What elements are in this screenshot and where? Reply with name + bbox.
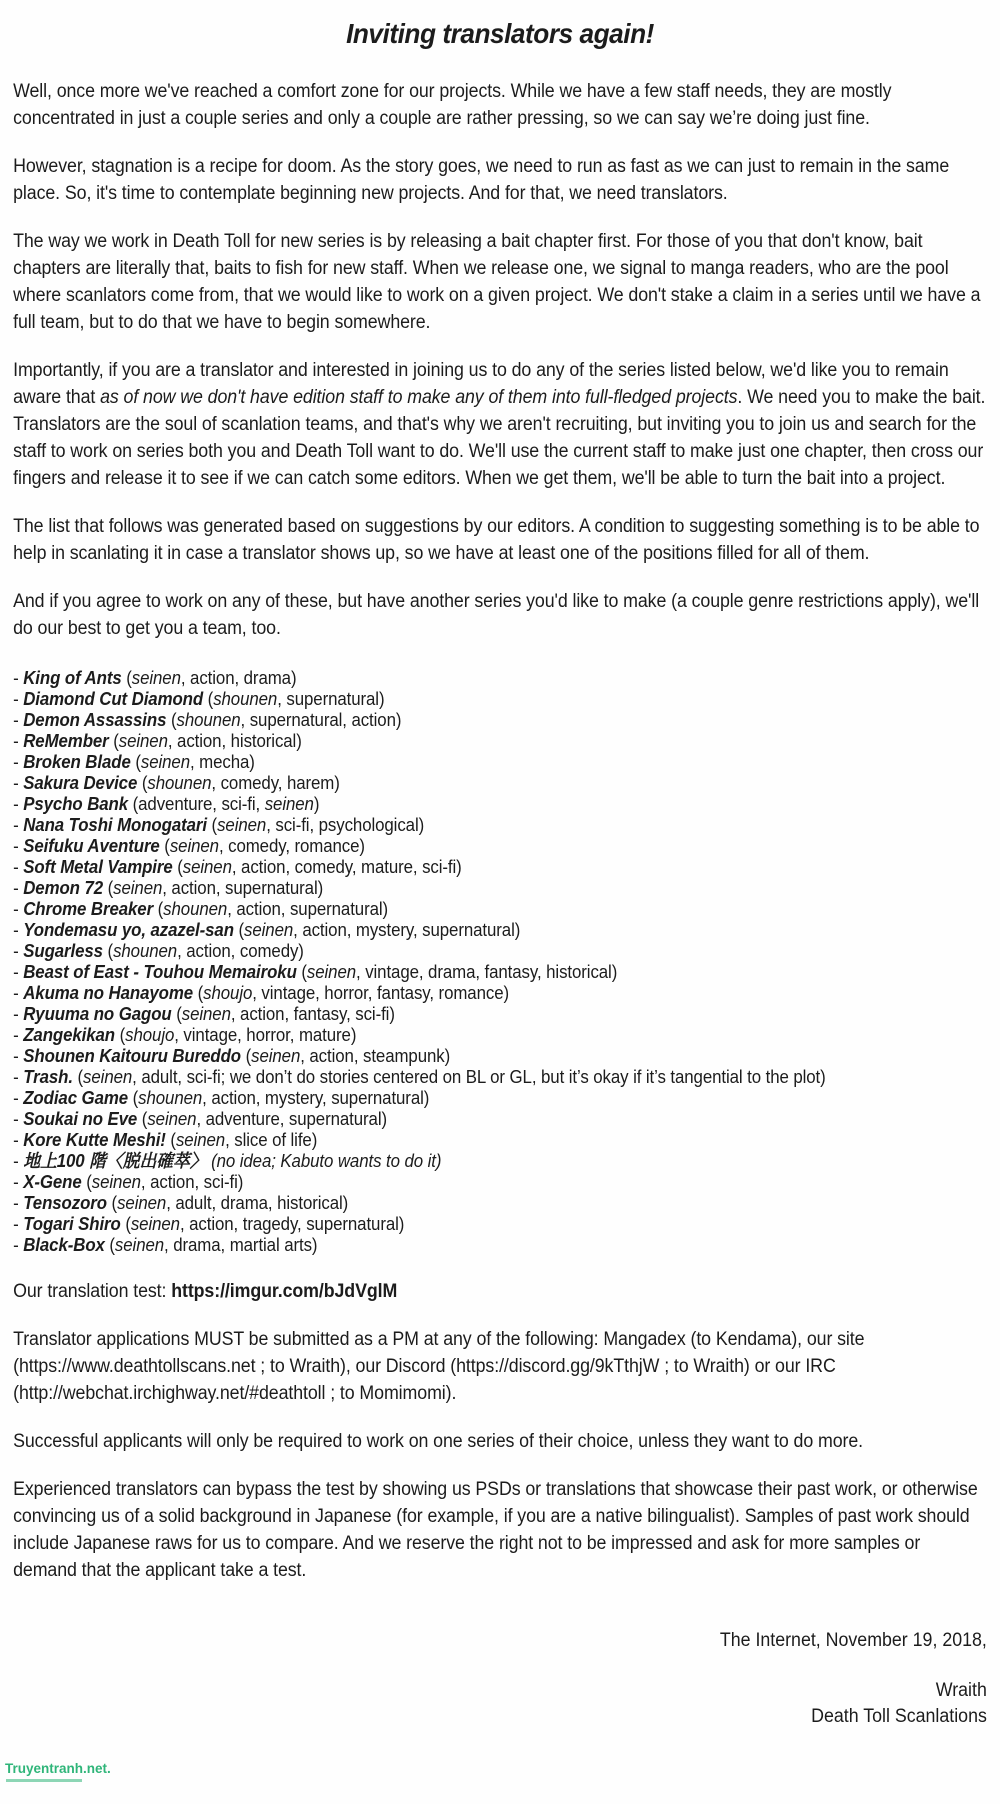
series-list-item bbox=[13, 857, 987, 878]
text-run: - bbox=[13, 1004, 24, 1024]
series-list-item bbox=[13, 983, 987, 1004]
text-run: , vintage, drama, fantasy, historical) bbox=[356, 962, 618, 982]
text-run: seinen bbox=[244, 920, 294, 940]
text-run: seinen bbox=[169, 836, 219, 856]
series-list-item bbox=[13, 1109, 987, 1130]
outro-paragraphs bbox=[13, 1278, 987, 1584]
paragraph bbox=[13, 78, 987, 132]
text-run: - bbox=[13, 962, 24, 982]
text-run: Sugarless bbox=[23, 941, 103, 961]
text-run: Zodiac Game bbox=[23, 1088, 129, 1108]
paragraph bbox=[13, 1428, 987, 1455]
watermark-subline bbox=[6, 1779, 82, 1782]
text-run: ( bbox=[86, 1172, 92, 1192]
text-run: seinen bbox=[130, 1214, 180, 1234]
text-run: , action, tragedy, supernatural) bbox=[179, 1214, 405, 1234]
text-run: Successful applicants will only be required to work on one series of their choice, unless they want to do more. bbox=[13, 1431, 864, 1452]
paragraph bbox=[13, 1476, 987, 1584]
text-run: , action, mystery, supernatural) bbox=[202, 1088, 430, 1108]
text-run: Sakura Device bbox=[23, 773, 138, 793]
text-run: https://imgur.com/bJdVglM bbox=[171, 1281, 398, 1302]
text-run: shounen bbox=[147, 773, 212, 793]
text-run: - bbox=[13, 1025, 24, 1045]
signature-group: Death Toll Scanlations bbox=[811, 1706, 987, 1727]
text-run: ( bbox=[141, 1109, 148, 1129]
text-run: - bbox=[13, 668, 24, 688]
watermark: Truyentranh.net. bbox=[5, 1761, 111, 1776]
text-run: seinen bbox=[131, 668, 181, 688]
text-run: seinen bbox=[217, 815, 267, 835]
text-run: Beast of East - Touhou Memairoku bbox=[23, 962, 297, 982]
text-run: , action, supernatural) bbox=[227, 899, 389, 919]
text-run: shounen bbox=[176, 710, 241, 730]
page-title: Inviting translators again! bbox=[346, 18, 654, 49]
text-run: , comedy, romance) bbox=[218, 836, 365, 856]
paragraph bbox=[13, 588, 987, 642]
signature-name: Wraith bbox=[935, 1680, 987, 1701]
text-run: seinen bbox=[175, 1130, 226, 1150]
text-run: seinen bbox=[140, 752, 190, 772]
series-list-item bbox=[13, 1046, 987, 1067]
text-run: , action, comedy, mature, sci-fi) bbox=[231, 857, 462, 877]
text-run: - bbox=[13, 1172, 24, 1192]
text-run: X-Gene bbox=[23, 1172, 82, 1192]
series-list-item bbox=[13, 710, 987, 731]
text-run: Akuma no Hanayome bbox=[23, 983, 194, 1003]
text-run: ( bbox=[126, 668, 132, 688]
text-run: Togari Shiro bbox=[23, 1214, 121, 1234]
text-run: seinen bbox=[117, 1193, 167, 1213]
text-run: ( bbox=[170, 710, 177, 730]
text-run: , action, historical) bbox=[167, 731, 302, 751]
signature-block bbox=[13, 1628, 987, 1730]
text-run: ( bbox=[111, 1193, 118, 1213]
text-run: Chrome Breaker bbox=[23, 899, 154, 919]
text-run: shounen bbox=[138, 1088, 203, 1108]
text-run: seinen bbox=[83, 1067, 133, 1087]
text-run: Seifuku Aventure bbox=[23, 836, 160, 856]
paragraph bbox=[13, 1278, 987, 1305]
series-list-item bbox=[13, 794, 987, 815]
signature-date: The Internet, November 19, 2018, bbox=[719, 1630, 987, 1651]
text-run: Experienced translators can bypass the test by showing us PSDs or translations that showcase their past work, or otherwise convincing us of a solid background in Japanese (for example, if you are a native bilingualist). Samples of past work should include Japanese raws for us to compare. And we reserve the right not to be impressed and ask for more samples or demand that the applicant take a test. bbox=[13, 1479, 978, 1581]
text-run: ( bbox=[207, 689, 214, 709]
text-run: , adult, drama, historical) bbox=[166, 1193, 349, 1213]
text-run: - bbox=[13, 773, 24, 793]
text-run: Shounen Kaitouru Bureddo bbox=[23, 1046, 241, 1066]
text-run: , action, fantasy, sci-fi) bbox=[230, 1004, 395, 1024]
text-run: as of now we don't have edition staff to make any of them into full-fledged projects bbox=[100, 387, 738, 408]
text-run: The list that follows was generated based on suggestions by our editors. A condition to suggesting something is to be able to help in scanlating it in case a translator shows up, so we have at least one of the positions filled for all of them. bbox=[13, 516, 980, 564]
text-run: King of Ants bbox=[23, 668, 122, 688]
text-run: seinen bbox=[113, 878, 163, 898]
text-run: shounen bbox=[213, 689, 278, 709]
text-run: - bbox=[13, 920, 24, 940]
text-run: Tensozoro bbox=[23, 1193, 107, 1213]
text-run: seinen bbox=[264, 794, 314, 814]
text-run: Yondemasu yo, azazel-san bbox=[23, 920, 234, 940]
paragraph bbox=[13, 513, 987, 567]
series-list-item bbox=[13, 1067, 987, 1088]
text-run: Well, once more we've reached a comfort zone for our projects. While we have a few staff needs, they are mostly concentrated in just a couple series and only a couple are rather pressing, so we can say we’re doing just fine. bbox=[13, 81, 892, 129]
text-run: - bbox=[13, 857, 24, 877]
text-run: shounen bbox=[113, 941, 178, 961]
series-list-item bbox=[13, 962, 987, 983]
text-run: Soukai no Eve bbox=[23, 1109, 138, 1129]
text-run: However, stagnation is a recipe for doom. As the story goes, we need to run as fast as we can just to remain in the same place. So, it's time to contemplate beginning new projects. And for that, we need translators. bbox=[13, 156, 950, 204]
text-run: , action, sci-fi) bbox=[140, 1172, 244, 1192]
text-run: , mecha) bbox=[189, 752, 255, 772]
series-list-item bbox=[13, 1193, 987, 1214]
series-list-item bbox=[13, 1235, 987, 1256]
text-run: ( bbox=[77, 1067, 84, 1087]
text-run: Demon 72 bbox=[23, 878, 104, 898]
series-list-item bbox=[13, 1151, 987, 1172]
text-run: ( bbox=[177, 857, 183, 877]
text-run: ( bbox=[141, 773, 148, 793]
text-run: , adult, sci-fi; we don’t do stories centered on BL or GL, but it’s okay if it’s tangential to the plot) bbox=[132, 1067, 826, 1087]
text-run: Psycho Bank bbox=[23, 794, 129, 814]
series-list-item bbox=[13, 1025, 987, 1046]
text-run: ( bbox=[125, 1214, 131, 1234]
intro-paragraphs bbox=[13, 78, 987, 642]
text-run: ( bbox=[135, 752, 141, 772]
text-run: ( bbox=[157, 899, 164, 919]
text-run: Importantly, if you are a translator and interested in joining us to do any of the series listed below, we'd like you to remain aware that bbox=[13, 360, 949, 408]
series-list-item bbox=[13, 1130, 987, 1151]
text-run: Demon Assassins bbox=[23, 710, 167, 730]
text-run: - bbox=[13, 1067, 24, 1087]
text-run: ( bbox=[132, 1088, 139, 1108]
text-run: - bbox=[13, 1130, 24, 1150]
text-run: Ryuuma no Gagou bbox=[23, 1004, 172, 1024]
text-run: shoujo bbox=[125, 1025, 175, 1045]
series-list-item bbox=[13, 1172, 987, 1193]
text-run: Diamond Cut Diamond bbox=[23, 689, 204, 709]
text-run: ( bbox=[170, 1130, 176, 1150]
text-run: ) bbox=[313, 794, 320, 814]
text-run: - bbox=[13, 1046, 24, 1066]
text-run: Trash. bbox=[23, 1067, 73, 1087]
text-run: shoujo bbox=[203, 983, 253, 1003]
text-run: - bbox=[13, 941, 24, 961]
text-run: - bbox=[13, 710, 24, 730]
text-run: ( bbox=[107, 941, 114, 961]
text-run: (adventure, sci-fi, bbox=[132, 794, 265, 814]
text-run: Soft Metal Vampire bbox=[23, 857, 173, 877]
text-run: ( bbox=[301, 962, 307, 982]
text-run: ( bbox=[113, 731, 119, 751]
series-list-item bbox=[13, 668, 987, 689]
text-run: ReMember bbox=[23, 731, 109, 751]
text-run: - bbox=[13, 1214, 24, 1234]
series-list-item bbox=[13, 815, 987, 836]
text-run: - bbox=[13, 1109, 24, 1129]
text-run: - bbox=[13, 731, 24, 751]
text-run: , action, mystery, supernatural) bbox=[293, 920, 521, 940]
text-run: 地上100 階〈脱出確萃〉 bbox=[23, 1151, 207, 1171]
series-list-item bbox=[13, 773, 987, 794]
text-run: Kore Kutte Meshi! bbox=[23, 1130, 166, 1150]
text-run: - bbox=[13, 689, 24, 709]
text-run: - bbox=[13, 836, 24, 856]
series-list-item bbox=[13, 899, 987, 920]
text-run: - bbox=[13, 899, 24, 919]
text-run: Nana Toshi Monogatari bbox=[23, 815, 207, 835]
text-run: , vintage, horror, mature) bbox=[174, 1025, 357, 1045]
text-run: seinen bbox=[147, 1109, 197, 1129]
text-run: , adventure, supernatural) bbox=[196, 1109, 388, 1129]
text-run: ( bbox=[245, 1046, 252, 1066]
text-run: ( bbox=[164, 836, 170, 856]
text-run: seinen bbox=[114, 1235, 165, 1255]
text-run: seinen bbox=[182, 857, 232, 877]
text-run: , comedy, harem) bbox=[211, 773, 340, 793]
text-run: Black-Box bbox=[23, 1235, 105, 1255]
text-run: shounen bbox=[163, 899, 228, 919]
text-run: seinen bbox=[91, 1172, 141, 1192]
paragraph bbox=[13, 153, 987, 207]
text-run: seinen bbox=[118, 731, 168, 751]
series-list-item bbox=[13, 731, 987, 752]
paragraph bbox=[13, 228, 987, 336]
text-run: ( bbox=[119, 1025, 126, 1045]
text-run: - bbox=[13, 752, 24, 772]
text-run: , supernatural) bbox=[277, 689, 385, 709]
series-list-item bbox=[13, 1088, 987, 1109]
text-run: , action, drama) bbox=[180, 668, 297, 688]
text-run: , slice of life) bbox=[225, 1130, 318, 1150]
text-run: - bbox=[13, 983, 24, 1003]
paragraph bbox=[13, 1326, 987, 1407]
text-run: Our translation test: bbox=[13, 1281, 172, 1302]
text-run: , drama, martial arts) bbox=[164, 1235, 318, 1255]
text-run: - bbox=[13, 1193, 24, 1213]
series-list-item bbox=[13, 752, 987, 773]
text-run: , vintage, horror, fantasy, romance) bbox=[252, 983, 509, 1003]
series-list-item bbox=[13, 878, 987, 899]
series-list bbox=[13, 668, 987, 1256]
text-run: - bbox=[13, 1151, 24, 1171]
series-list-item bbox=[13, 1214, 987, 1235]
series-list-item bbox=[13, 920, 987, 941]
text-run: - bbox=[13, 815, 24, 835]
text-run: ( bbox=[107, 878, 114, 898]
text-run: . We need you to make the bait. Translators are the soul of scanlation teams, and that's why we aren't recruiting, but inviting you to join us and search for the staff to work on series both you and Death Toll want to do. We'll use the current staff to make just one chapter, then cross our fingers and release it to see if we can catch some editors. When we get them, we'll be able to turn the bait into a project. bbox=[13, 387, 986, 489]
text-run: , action, steampunk) bbox=[300, 1046, 451, 1066]
series-list-item bbox=[13, 1004, 987, 1025]
text-run: , action, comedy) bbox=[177, 941, 304, 961]
text-run: Translator applications MUST be submitted as a PM at any of the following: Mangadex (to Kendama), our site (https://www.deathtollscans.net ; to Wraith), our Discord (https://discord.gg/9kTthjW ; to Wraith) or our IRC (http://webchat.irchighway.net/#deathtoll ; to Momimomi). bbox=[13, 1329, 865, 1404]
text-run: seinen bbox=[251, 1046, 301, 1066]
text-run: , supernatural, action) bbox=[240, 710, 402, 730]
series-list-item bbox=[13, 836, 987, 857]
text-run: ( bbox=[176, 1004, 182, 1024]
text-run: Broken Blade bbox=[23, 752, 131, 772]
text-run: - bbox=[13, 878, 24, 898]
text-run: The way we work in Death Toll for new series is by releasing a bait chapter first. For those of you that don't know, bait chapters are literally that, baits to fish for new staff. When we release one, we signal to manga readers, who are the pool where scanlators come from, that we would like to work on a given project. We don't stake a claim in a series until we have a full team, but to do that we have to begin somewhere. bbox=[13, 231, 981, 333]
text-run: - bbox=[13, 1088, 24, 1108]
text-run: , action, supernatural) bbox=[162, 878, 324, 898]
text-run: ( bbox=[197, 983, 204, 1003]
text-run: ( bbox=[238, 920, 245, 940]
text-run: (no idea; Kabuto wants to do it) bbox=[211, 1151, 442, 1171]
text-run: , sci-fi, psychological) bbox=[266, 815, 425, 835]
text-run: ( bbox=[211, 815, 218, 835]
text-run: seinen bbox=[306, 962, 357, 982]
series-list-item bbox=[13, 689, 987, 710]
text-run: - bbox=[13, 1235, 24, 1255]
text-run: And if you agree to work on any of these, but have another series you'd like to make (a couple genre restrictions apply), we'll do our best to get you a team, too. bbox=[13, 591, 980, 639]
text-run: seinen bbox=[181, 1004, 231, 1024]
paragraph bbox=[13, 357, 987, 492]
series-list-item bbox=[13, 941, 987, 962]
text-run: - bbox=[13, 794, 24, 814]
text-run: Zangekikan bbox=[23, 1025, 116, 1045]
text-run: ( bbox=[109, 1235, 115, 1255]
